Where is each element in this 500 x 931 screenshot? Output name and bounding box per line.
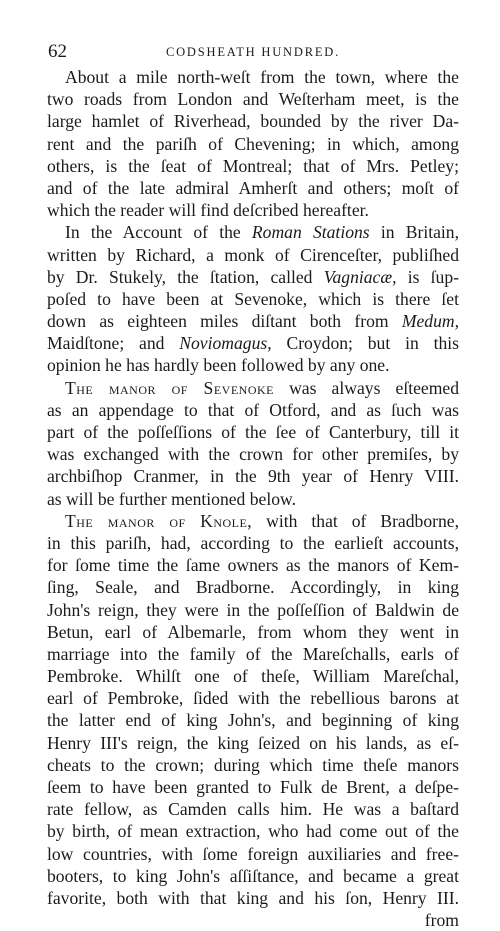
text-line (47, 399, 459, 421)
running-title: CODSHEATH HUNDRED. (165, 45, 341, 59)
body-text (47, 66, 459, 931)
text-segment: favorite, both with that king and his ſon, Henry III. (47, 887, 459, 908)
text-segment: written by Richard, a monk of Cirenceſter, publiſhed (47, 244, 459, 265)
text-segment: Betun, earl of Albemarle, from whom they went in (47, 621, 459, 642)
text-line (47, 221, 459, 243)
text-line (47, 244, 459, 266)
small-caps-text: The manor of Sevenoke (65, 377, 274, 398)
text-line (47, 66, 459, 88)
text-segment: down as eighteen miles diſtant both from (47, 311, 402, 332)
text-segment: booters, to king John's aſſiſtance, and became a great (47, 865, 459, 886)
text-segment: in this pariſh, had, according to the earlieſt accounts, (47, 532, 459, 553)
text-line (47, 865, 459, 887)
text-line (47, 754, 459, 776)
text-segment: rent and the pariſh of Chevening; in which, among (47, 133, 459, 154)
text-line (47, 554, 459, 576)
text-line (47, 266, 459, 288)
italic-text: Medum, (401, 311, 459, 332)
italic-text: Noviomagus, (179, 333, 272, 354)
text-line (47, 288, 459, 310)
text-segment: Pembroke. Whilſt one of theſe, William Mareſchal, (47, 666, 459, 687)
text-segment: poſed to have been at Sevenoke, which is there ſet (47, 288, 459, 309)
text-segment: In the Account of the (65, 222, 252, 243)
text-segment: earl of Pembroke, ſided with the rebellious barons at (47, 688, 459, 709)
text-segment: was exchanged with the crown for other premiſes, by (47, 444, 459, 465)
text-line (47, 576, 459, 598)
text-line (47, 709, 459, 731)
text-line (47, 443, 459, 465)
text-line (47, 465, 459, 487)
text-segment: marriage into the family of the Mareſchalls, earls of (47, 643, 459, 664)
text-line (47, 110, 459, 132)
text-segment: others, is the ſeat of Montreal; that of Mrs. Petley; (47, 155, 459, 176)
small-caps-text: The manor of Knole, (65, 510, 253, 531)
text-line (47, 843, 459, 865)
text-line (47, 88, 459, 110)
text-line (47, 532, 459, 554)
text-line (47, 510, 459, 532)
text-segment: as will be further mentioned below. (47, 488, 297, 509)
text-line (47, 155, 459, 177)
text-line (47, 665, 459, 687)
text-line (47, 354, 459, 376)
text-segment: Croydon; but in this (271, 333, 459, 354)
text-segment: with that of Bradborne, (252, 510, 459, 531)
page-number: 62 (48, 41, 67, 62)
text-line (47, 643, 459, 665)
text-line (47, 820, 459, 842)
text-segment: rate fellow, as Camden calls him. He was a baſtard (47, 799, 459, 820)
text-line (47, 310, 459, 332)
text-segment: archbiſhop Cranmer, in the 9th year of Henry VIII. (47, 466, 459, 487)
text-line (47, 332, 459, 354)
italic-text: Roman Stations (251, 222, 370, 243)
text-line (47, 909, 459, 931)
running-head (48, 40, 458, 64)
text-segment: from (424, 910, 459, 931)
text-segment: was always eſteemed (274, 377, 460, 398)
text-line (47, 776, 459, 798)
text-line (47, 798, 459, 820)
text-segment: About a mile north-weſt from the town, where the (65, 67, 459, 87)
text-segment: cheats to the crown; during which time theſe manors (47, 754, 459, 775)
text-segment: ſing, Seale, and Bradborne. Accordingly, in king (47, 577, 459, 598)
text-segment: Henry III's reign, the king ſeized on his lands, as eſ- (47, 732, 459, 753)
text-line (47, 599, 459, 621)
text-segment: opinion he has hardly been followed by any one. (47, 355, 390, 376)
text-line (47, 687, 459, 709)
text-segment: which the reader will find deſcribed hereafter. (47, 200, 369, 221)
text-segment: part of the poſſeſſions of the ſee of Canterbury, till it (47, 422, 459, 442)
text-segment: is ſup- (396, 266, 460, 287)
text-segment: as an appendage to that of Otford, and as ſuch was (47, 399, 459, 420)
text-segment: ſeem to have been granted to Fulk de Brent, a deſpe- (47, 777, 459, 797)
text-line (47, 488, 459, 510)
text-segment: and of the late admiral Amherſt and others; moſt of (47, 177, 459, 198)
text-line (47, 421, 459, 443)
text-line (47, 621, 459, 643)
text-line (47, 133, 459, 155)
text-line (47, 732, 459, 754)
text-segment: Maidſtone; and (47, 333, 180, 354)
text-segment: large hamlet of Riverhead, bounded by the river Da- (47, 111, 459, 132)
text-line (47, 199, 459, 221)
text-line (47, 377, 459, 399)
text-segment: by Dr. Stukely, the ſtation, called (47, 266, 324, 287)
text-segment: by birth, of mean extraction, who had come out of the (47, 821, 459, 842)
text-segment: two roads from London and Weſterham meet, is the (47, 89, 459, 110)
text-line (47, 177, 459, 199)
text-segment: in Britain, (369, 222, 459, 243)
text-segment: for ſome time the ſame owners as the manors of Kem- (47, 555, 459, 576)
text-segment: the latter end of king John's, and beginning of king (47, 710, 459, 731)
italic-text: Vagniacæ, (323, 266, 397, 287)
text-line (47, 887, 459, 909)
text-segment: low countries, with ſome foreign auxiliaries and free- (47, 843, 459, 864)
text-segment: John's reign, they were in the poſſeſſion of Baldwin de (47, 599, 459, 620)
